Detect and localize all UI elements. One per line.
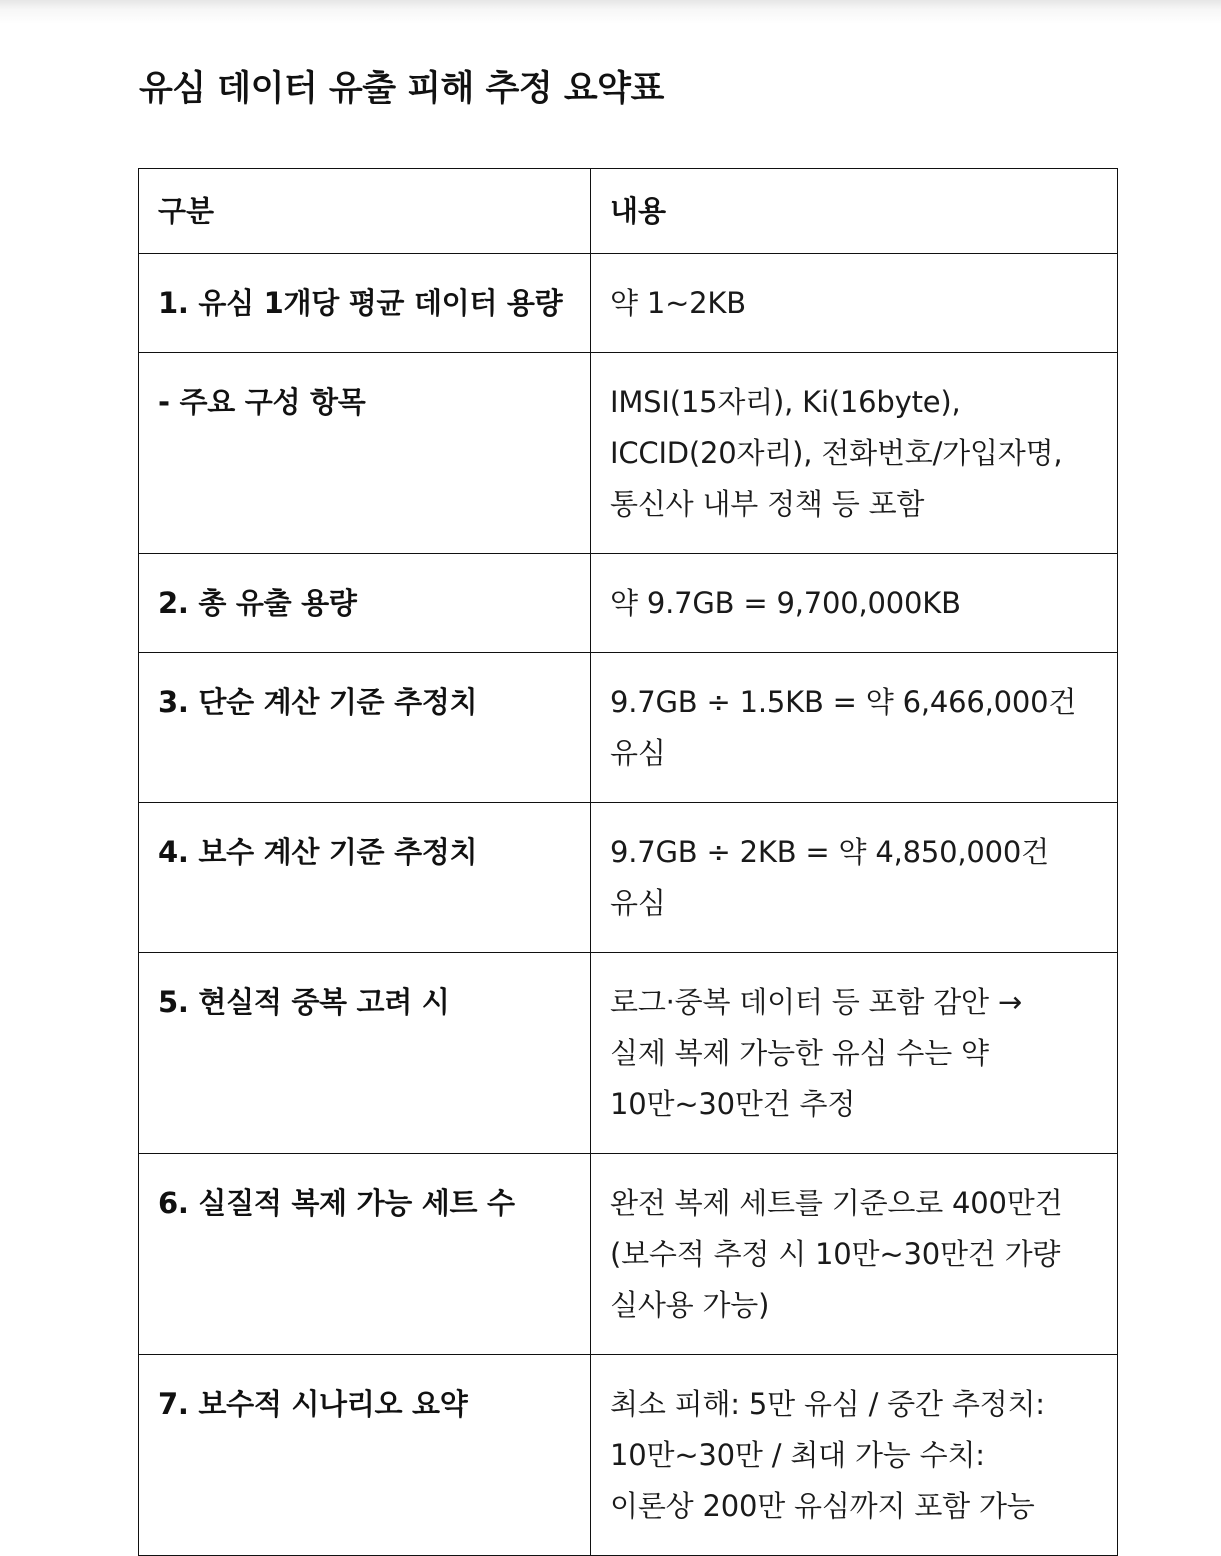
- value-line: 유심: [610, 886, 666, 920]
- row-label: 6. 실질적 복제 가능 세트 수: [139, 1154, 591, 1355]
- row-label: 3. 단순 계산 기준 추정치: [139, 653, 591, 803]
- row-label: 1. 유심 1개당 평균 데이터 용량: [139, 254, 591, 353]
- column-header-content: 내용: [591, 169, 1118, 254]
- value-line: 로그·중복 데이터 등 포함 감안 →: [610, 985, 1022, 1019]
- table-header-row: [139, 169, 1118, 254]
- table-row: [139, 953, 1118, 1154]
- table-row: [139, 554, 1118, 653]
- value-line: 약 1~2KB: [610, 286, 746, 320]
- row-label: 4. 보수 계산 기준 추정치: [139, 803, 591, 953]
- value-line: 실사용 가능): [610, 1288, 770, 1322]
- row-value: [591, 353, 1118, 554]
- value-line: 실제 복제 가능한 유심 수는 약: [610, 1036, 989, 1070]
- value-line: 약 9.7GB = 9,700,000KB: [610, 586, 961, 620]
- value-line: 10만~30만 / 최대 가능 수치:: [610, 1438, 985, 1472]
- row-value: [591, 653, 1118, 803]
- value-line: 통신사 내부 정책 등 포함: [610, 487, 925, 521]
- value-line: 유심: [610, 736, 666, 770]
- table-row: [139, 353, 1118, 554]
- value-line: 완전 복제 세트를 기준으로 400만건: [610, 1186, 1063, 1220]
- value-line: 10만~30만건 추정: [610, 1087, 856, 1121]
- value-line: 최소 피해: 5만 유심 / 중간 추정치:: [610, 1387, 1045, 1421]
- row-value: [591, 803, 1118, 953]
- value-line: (보수적 추정 시 10만~30만건 가량: [610, 1237, 1061, 1271]
- summary-table: [138, 168, 1118, 1556]
- table-row: [139, 1355, 1118, 1556]
- table-row: [139, 1154, 1118, 1355]
- table-row: [139, 653, 1118, 803]
- table-row: [139, 803, 1118, 953]
- value-line: 이론상 200만 유심까지 포함 가능: [610, 1489, 1035, 1523]
- row-value: [591, 554, 1118, 653]
- row-label: - 주요 구성 항목: [139, 353, 591, 554]
- row-label: 5. 현실적 중복 고려 시: [139, 953, 591, 1154]
- value-line: IMSI(15자리), Ki(16byte),: [610, 385, 961, 419]
- page-title: 유심 데이터 유출 피해 추정 요약표: [139, 69, 664, 109]
- row-label: 7. 보수적 시나리오 요약: [139, 1355, 591, 1556]
- column-header-category: 구분: [139, 169, 591, 254]
- row-value: [591, 254, 1118, 353]
- row-value: [591, 1355, 1118, 1556]
- top-edge-shadow: [0, 0, 1221, 24]
- row-value: [591, 953, 1118, 1154]
- row-value: [591, 1154, 1118, 1355]
- value-line: 9.7GB ÷ 2KB = 약 4,850,000건: [610, 835, 1049, 869]
- value-line: ICCID(20자리), 전화번호/가입자명,: [610, 436, 1063, 470]
- table-row: [139, 254, 1118, 353]
- value-line: 9.7GB ÷ 1.5KB = 약 6,466,000건: [610, 685, 1077, 719]
- row-label: 2. 총 유출 용량: [139, 554, 591, 653]
